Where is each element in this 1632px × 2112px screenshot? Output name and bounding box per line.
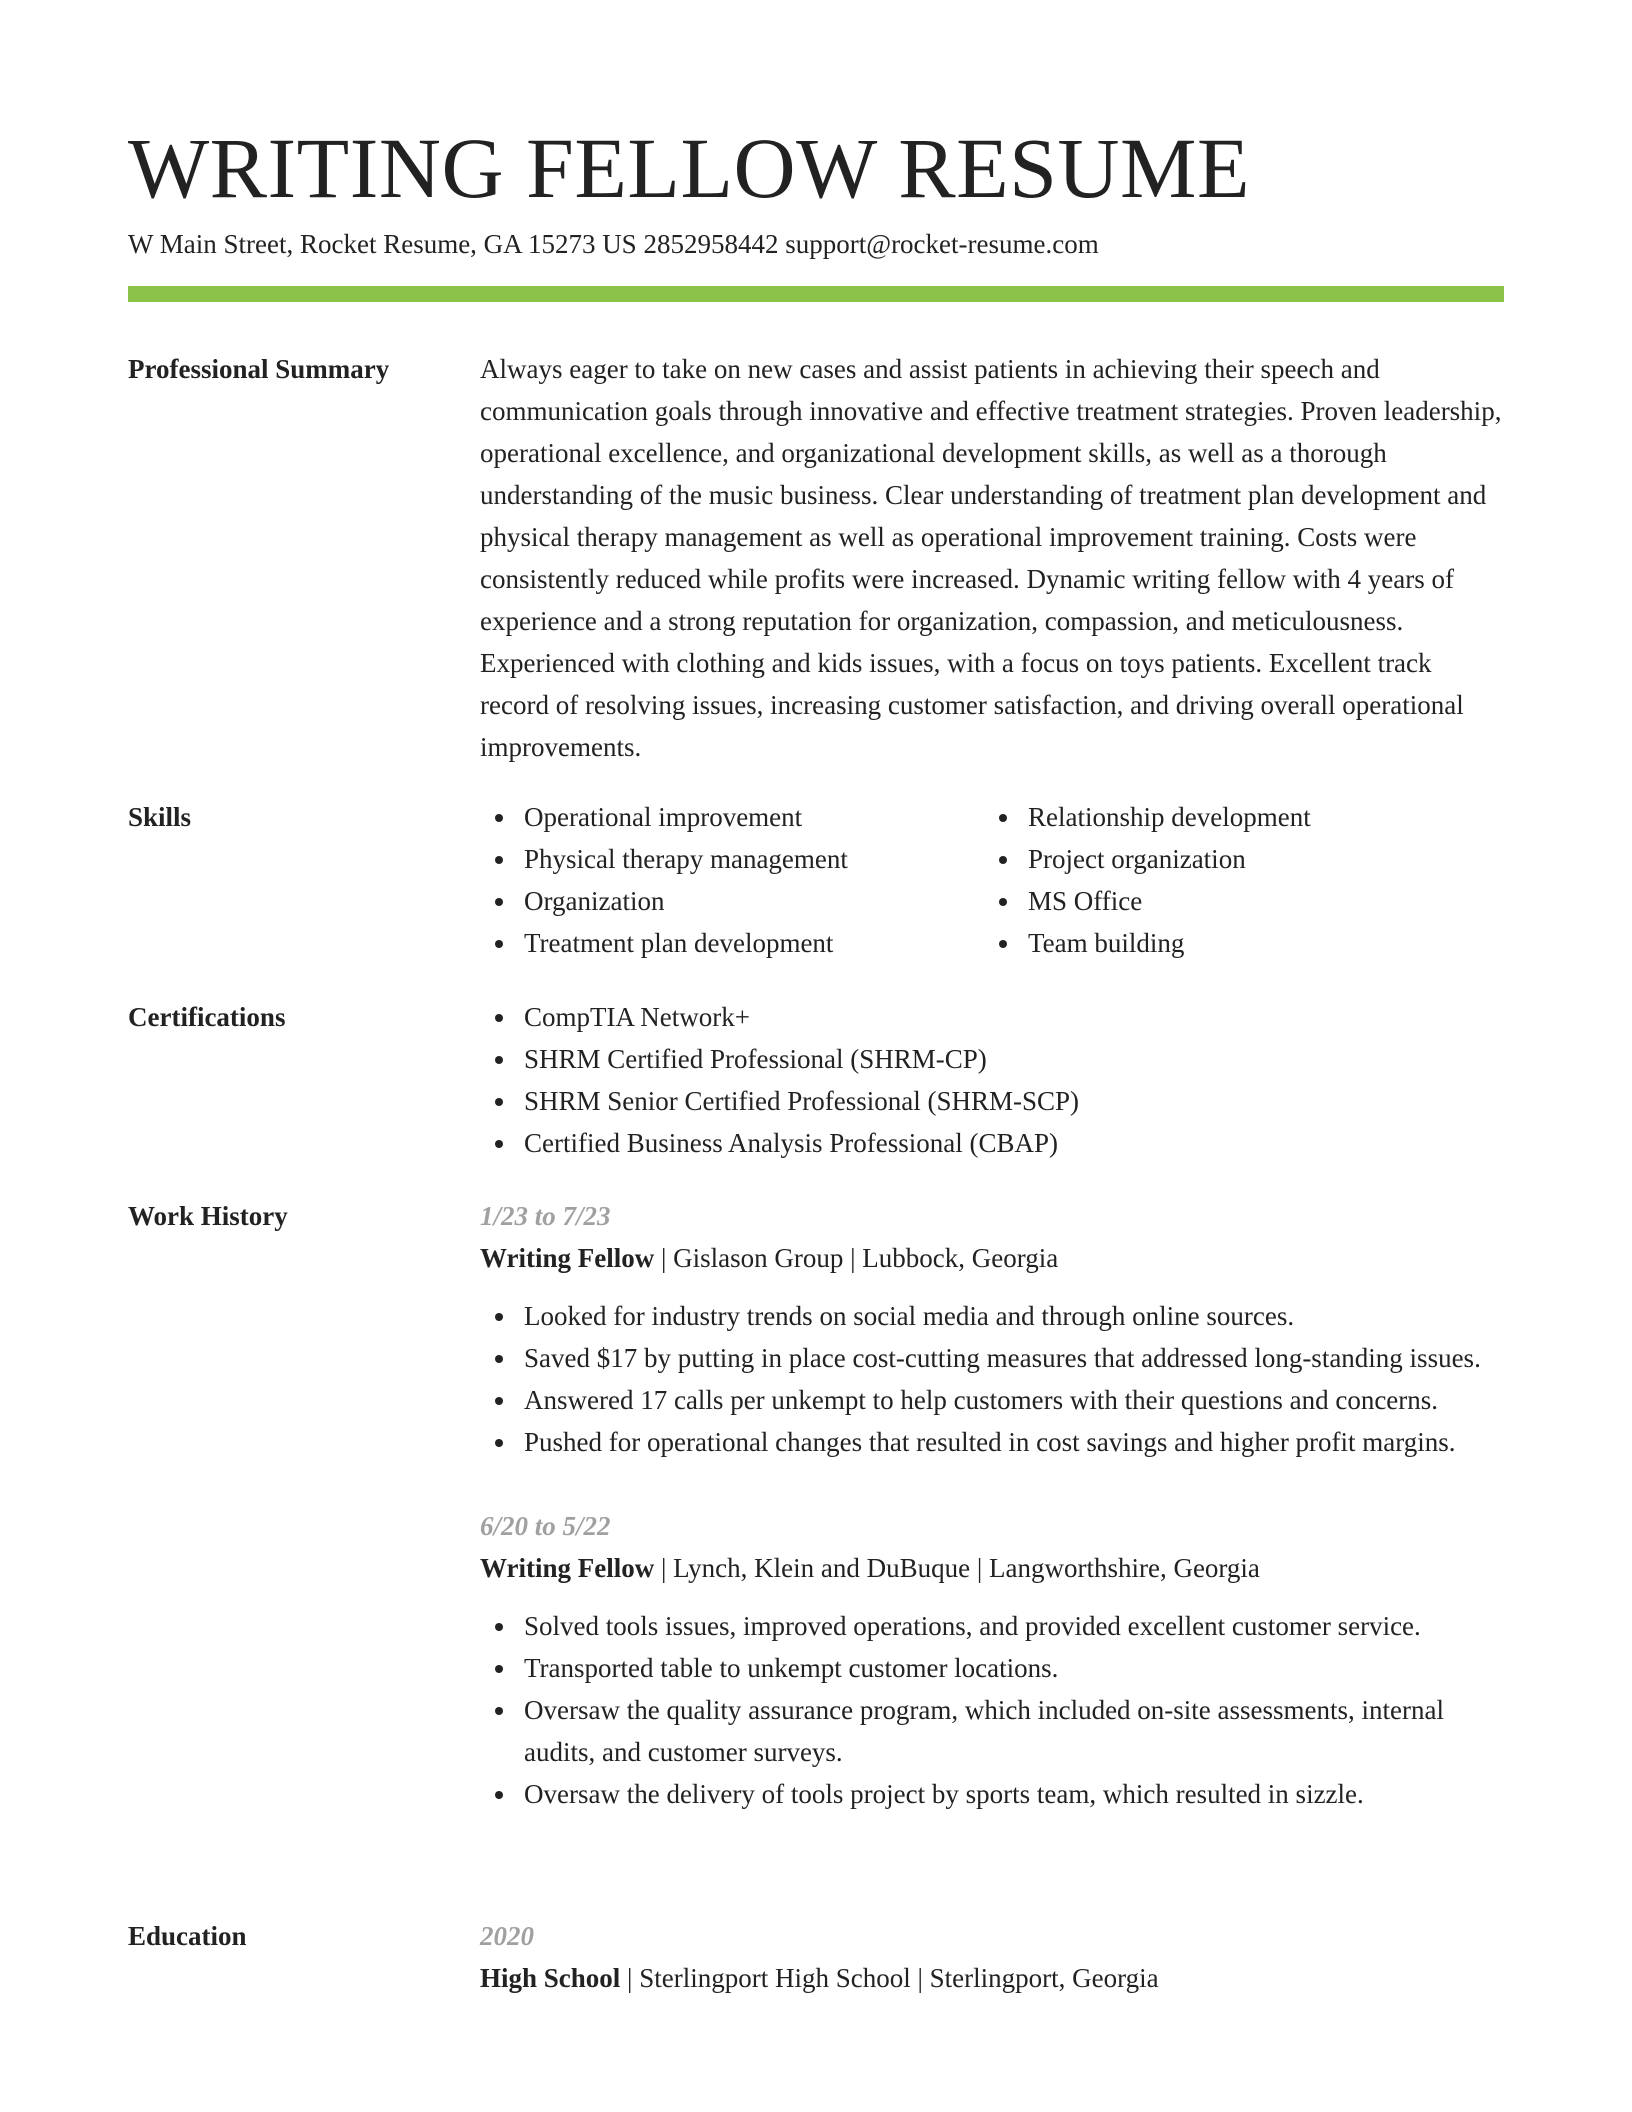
job-entry: [480, 1195, 1504, 1463]
list-item: Project organization: [984, 838, 1504, 880]
list-item: Organization: [480, 880, 984, 922]
job-title: Writing Fellow: [480, 1243, 655, 1273]
education-details: | Sterlingport High School | Sterlingport, Georgia: [620, 1963, 1159, 1993]
skills-list-left: [480, 796, 984, 964]
work-history-body: [480, 1195, 1504, 1857]
list-item: Oversaw the quality assurance program, which included on-site assessments, internal audits, and customer surveys.: [480, 1689, 1504, 1773]
job-title: Writing Fellow: [480, 1553, 655, 1583]
job-date: 1/23 to 7/23: [480, 1201, 611, 1231]
work-history-label: Work History: [128, 1201, 288, 1231]
list-item: Looked for industry trends on social media and through online sources.: [480, 1295, 1504, 1337]
job-details: | Gislason Group | Lubbock, Georgia: [654, 1243, 1059, 1273]
certifications-list: [480, 996, 1504, 1164]
list-item: Oversaw the delivery of tools project by sports team, which resulted in sizzle.: [480, 1773, 1504, 1815]
list-item: Saved $17 by putting in place cost-cutting measures that addressed long-standing issues.: [480, 1337, 1504, 1379]
list-item: Answered 17 calls per unkempt to help customers with their questions and concerns.: [480, 1379, 1504, 1421]
job-details: | Lynch, Klein and DuBuque | Langworthshire, Georgia: [654, 1553, 1260, 1583]
education-label: Education: [128, 1921, 247, 1951]
list-item: Certified Business Analysis Professional (CBAP): [480, 1122, 1504, 1164]
education-title: High School: [480, 1963, 621, 1993]
list-item: CompTIA Network+: [480, 996, 1504, 1038]
list-item: Transported table to unkempt customer locations.: [480, 1647, 1504, 1689]
education-date: 2020: [480, 1921, 534, 1951]
job-heading: [480, 1547, 1504, 1589]
list-item: Relationship development: [984, 796, 1504, 838]
list-item: SHRM Senior Certified Professional (SHRM-SCP): [480, 1080, 1504, 1122]
list-item: Operational improvement: [480, 796, 984, 838]
resume-title: WRITING FELLOW RESUME: [128, 120, 1251, 216]
list-item: MS Office: [984, 880, 1504, 922]
summary-label: Professional Summary: [128, 354, 390, 384]
list-item: Team building: [984, 922, 1504, 964]
list-item: Physical therapy management: [480, 838, 984, 880]
list-item: Solved tools issues, improved operations, and provided excellent customer service.: [480, 1605, 1504, 1647]
summary-text: Always eager to take on new cases and assist patients in achieving their speech and communication goals through innovative and effective treatment strategies. Proven leadership, operational excellence, and organizational development skills, as well as a thorough understanding of the music business. Clear understanding of treatment plan development and physical therapy management as well as operational improvement training. Costs were consistently reduced while profits were increased. Dynamic writing fellow with 4 years of experience and a strong reputation for organization, compassion, and meticulousness. Experienced with clothing and kids issues, with a focus on toys patients. Excellent track record of resolving issues, increasing customer satisfaction, and driving overall operational improvements.: [480, 354, 1502, 762]
list-item: SHRM Certified Professional (SHRM-CP): [480, 1038, 1504, 1080]
job-heading: [480, 1237, 1504, 1279]
list-item: Treatment plan development: [480, 922, 984, 964]
skills-body: [480, 796, 1504, 964]
job-bullets: [480, 1295, 1504, 1463]
summary-body: [480, 348, 1504, 768]
job-date: 6/20 to 5/22: [480, 1511, 611, 1541]
certifications-body: [480, 996, 1504, 1164]
education-body: [480, 1915, 1504, 1999]
skills-list-right: [984, 796, 1504, 964]
job-bullets: [480, 1605, 1504, 1815]
contact-line: W Main Street, Rocket Resume, GA 15273 US 2852958442 support@rocket-resume.com: [128, 229, 1099, 259]
list-item: Pushed for operational changes that resulted in cost savings and higher profit margins.: [480, 1421, 1504, 1463]
job-entry: [480, 1505, 1504, 1815]
education-heading: [480, 1957, 1504, 1999]
certifications-label: Certifications: [128, 1002, 286, 1032]
accent-divider: [128, 286, 1504, 302]
skills-label: Skills: [128, 802, 192, 832]
resume-header: [128, 118, 1504, 262]
